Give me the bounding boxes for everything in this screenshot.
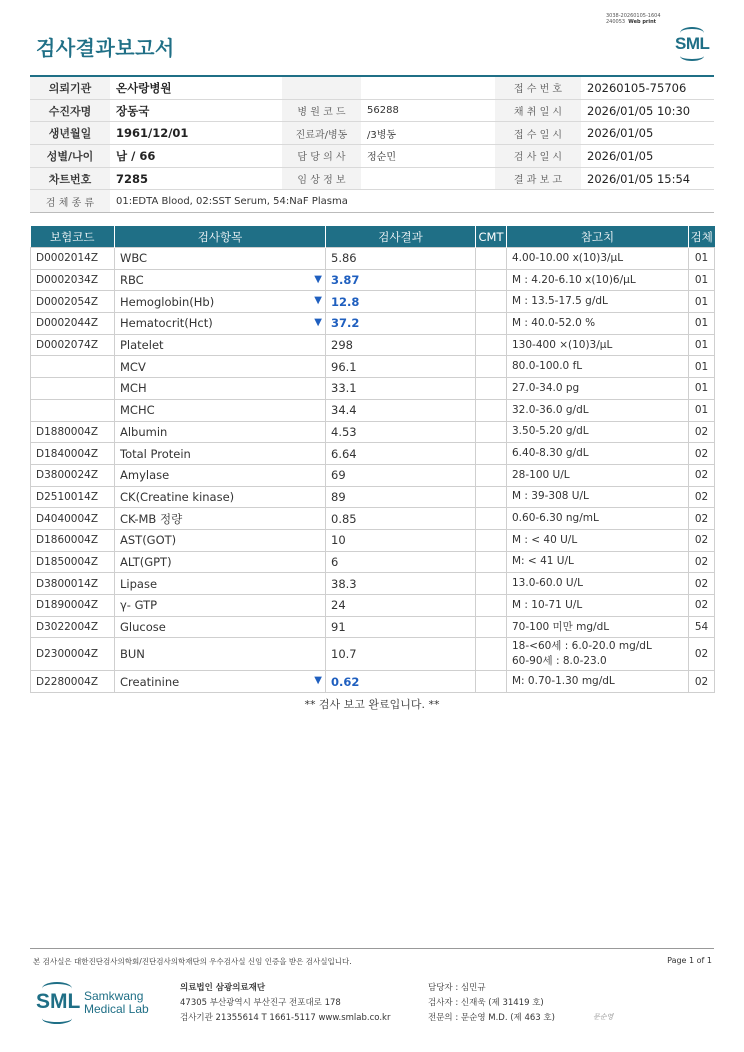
specimen-code: 54	[689, 616, 715, 638]
specimen-code: 01	[689, 399, 715, 421]
info-label: 검 사 일 시	[495, 145, 581, 168]
reference-line1: M : 40.0-52.0 %	[512, 316, 596, 329]
print-info	[606, 13, 661, 25]
table-row	[31, 671, 715, 693]
test-result: 24	[326, 595, 476, 617]
insurance-code: D0002034Z	[31, 269, 115, 291]
insurance-code: D0002014Z	[31, 248, 115, 270]
table-row	[31, 356, 715, 378]
table-row	[31, 269, 715, 291]
reference-range	[507, 486, 689, 508]
test-result: 96.1	[326, 356, 476, 378]
info-label: 접 수 일 시	[495, 122, 581, 145]
footer-logo-arc-bottom	[42, 1013, 72, 1024]
info-value	[361, 167, 495, 190]
specimen-code: 01	[689, 269, 715, 291]
cmt-cell	[476, 334, 507, 356]
reference-range	[507, 378, 689, 400]
reference-line1: 80.0-100.0 fL	[512, 360, 583, 373]
test-item-name: Hematocrit(Hct)	[120, 316, 213, 331]
cmt-cell	[476, 464, 507, 486]
cmt-cell	[476, 638, 507, 671]
specimen-code: 01	[689, 334, 715, 356]
reference-line1: M: 0.70-1.30 mg/dL	[512, 675, 615, 688]
specimen-code: 01	[689, 248, 715, 270]
test-item-name: γ- GTP	[120, 598, 158, 613]
test-item-name: ALT(GPT)	[120, 554, 172, 569]
table-row	[31, 551, 715, 573]
info-label: 결 과 보 고	[495, 167, 581, 190]
reference-line1: 70-100 미만 mg/dL	[512, 620, 610, 633]
info-row	[30, 76, 714, 99]
test-result: 6	[326, 551, 476, 573]
table-row	[31, 616, 715, 638]
insurance-code: D1880004Z	[31, 421, 115, 443]
table-row	[31, 464, 715, 486]
insurance-code: D4040004Z	[31, 508, 115, 530]
insurance-code: D2280004Z	[31, 671, 115, 693]
test-item-name: CK(Creatine kinase)	[120, 489, 235, 504]
reference-range	[507, 399, 689, 421]
cmt-cell	[476, 356, 507, 378]
footer-divider	[30, 948, 714, 949]
table-row	[31, 486, 715, 508]
cmt-cell	[476, 399, 507, 421]
reference-line1: 28-100 U/L	[512, 468, 570, 481]
test-item-name: Glucose	[120, 620, 166, 635]
specimen-code: 02	[689, 464, 715, 486]
reference-range	[507, 529, 689, 551]
reference-line1: 4.00-10.00 x(10)3/μL	[512, 251, 624, 264]
reference-range	[507, 269, 689, 291]
test-result: 33.1	[326, 378, 476, 400]
test-item	[115, 573, 326, 595]
reference-line1: 0.60-6.30 ng/mL	[512, 512, 599, 525]
info-row	[30, 145, 714, 168]
test-item	[115, 269, 326, 291]
test-item	[115, 334, 326, 356]
insurance-code	[31, 356, 115, 378]
reference-range	[507, 616, 689, 638]
cmt-cell	[476, 269, 507, 291]
test-item-name: Hemoglobin(Hb)	[120, 294, 215, 309]
results-header-cell: 검체	[689, 226, 715, 248]
print-info-line1: 3038-20260105-1604	[606, 13, 661, 19]
test-item-name: Creatinine	[120, 674, 180, 689]
test-item	[115, 313, 326, 335]
results-table	[30, 226, 715, 693]
insurance-code: D3022004Z	[31, 616, 115, 638]
logo-text: SML	[675, 34, 710, 53]
reference-line1: M : < 40 U/L	[512, 533, 578, 546]
accreditation-note: 본 검사실은 대한진단검사의학회/진단검사의학재단의 우수검사실 신임 인증을 받은 검사실입니다.	[33, 957, 352, 966]
reference-line1: M : 10-71 U/L	[512, 598, 583, 611]
info-row	[30, 167, 714, 190]
test-result: 3.87	[326, 269, 476, 291]
specimen-code: 02	[689, 551, 715, 573]
test-item-name: MCV	[120, 359, 146, 374]
reference-range	[507, 595, 689, 617]
reference-range	[507, 248, 689, 270]
test-result: 5.86	[326, 248, 476, 270]
table-row	[31, 399, 715, 421]
logo-name-line2: Medical Lab	[84, 1002, 149, 1016]
specimen-code: 02	[689, 529, 715, 551]
info-value: 2026/01/05 15:54	[581, 167, 714, 190]
info-label: 임 상 정 보	[282, 167, 361, 190]
info-label: 접 수 번 호	[495, 76, 581, 99]
test-item	[115, 638, 326, 671]
organization-info	[180, 981, 390, 1026]
reference-range	[507, 551, 689, 573]
table-row	[31, 291, 715, 313]
reference-range	[507, 573, 689, 595]
specimen-code: 02	[689, 671, 715, 693]
insurance-code: D0002074Z	[31, 334, 115, 356]
info-value: 2026/01/05	[581, 145, 714, 168]
test-item-name: RBC	[120, 273, 144, 288]
test-item-name: Amylase	[120, 468, 170, 483]
footer-logo-sml: SML	[36, 990, 81, 1013]
table-row	[31, 595, 715, 617]
info-value: 20260105-75706	[581, 76, 714, 99]
cmt-cell	[476, 291, 507, 313]
insurance-code: D1860004Z	[31, 529, 115, 551]
info-value	[361, 76, 495, 99]
info-label: 병 원 코 드	[282, 99, 361, 122]
test-item	[115, 399, 326, 421]
info-label: 진료과/병동	[282, 122, 361, 145]
insurance-code: D1840004Z	[31, 443, 115, 465]
print-info-mode: Web print	[628, 19, 657, 25]
specimen-code: 01	[689, 291, 715, 313]
specimen-code: 02	[689, 508, 715, 530]
org-address: 47305 부산광역시 부산진구 전포대로 178	[180, 998, 341, 1008]
page-title: 검사결과보고서	[36, 36, 175, 60]
insurance-code: D2510014Z	[31, 486, 115, 508]
logo-name-line1: Samkwang	[84, 989, 144, 1003]
table-row	[31, 508, 715, 530]
test-result: 38.3	[326, 573, 476, 595]
info-label: 채 취 일 시	[495, 99, 581, 122]
cmt-cell	[476, 595, 507, 617]
info-value: 2026/01/05 10:30	[581, 99, 714, 122]
org-contact: 검사기관 21355614 T 1661-5117 www.smlab.co.kr	[180, 1013, 391, 1023]
table-row	[31, 248, 715, 270]
reference-range	[507, 334, 689, 356]
cmt-cell	[476, 508, 507, 530]
reference-line1: M: < 41 U/L	[512, 555, 574, 568]
cmt-cell	[476, 573, 507, 595]
results-header-row	[31, 226, 715, 248]
reference-range	[507, 464, 689, 486]
insurance-code: D3800014Z	[31, 573, 115, 595]
insurance-code: D3800024Z	[31, 464, 115, 486]
logo-arc-bottom	[680, 51, 704, 61]
info-label: 생년월일	[30, 122, 110, 145]
insurance-code	[31, 399, 115, 421]
test-item-name: AST(GOT)	[120, 533, 177, 548]
cmt-cell	[476, 616, 507, 638]
specimen-code: 01	[689, 378, 715, 400]
cmt-cell	[476, 486, 507, 508]
test-result: 4.53	[326, 421, 476, 443]
specimen-code: 02	[689, 595, 715, 617]
reference-range	[507, 356, 689, 378]
cmt-cell	[476, 378, 507, 400]
reference-line1: 3.50-5.20 g/dL	[512, 425, 589, 438]
test-result: 91	[326, 616, 476, 638]
specimen-value: 01:EDTA Blood, 02:SST Serum, 54:NaF Plasma	[110, 190, 714, 213]
footer-logo	[36, 980, 166, 1026]
insurance-code: D0002044Z	[31, 313, 115, 335]
results-header-cell: 참고치	[507, 226, 689, 248]
test-item-name: Lipase	[120, 576, 158, 591]
test-result: 6.64	[326, 443, 476, 465]
info-value: 2026/01/05	[581, 122, 714, 145]
reference-line2: 60-90세 : 8.0-23.0	[512, 655, 607, 668]
test-item	[115, 595, 326, 617]
info-value: 온사랑병원	[110, 76, 282, 99]
cmt-cell	[476, 551, 507, 573]
info-label: 차트번호	[30, 167, 110, 190]
info-row	[30, 99, 714, 122]
staff-specialist: 전문의 : 문순영 M.D. (제 463 호)	[428, 1013, 555, 1023]
reference-range	[507, 291, 689, 313]
test-item	[115, 671, 326, 693]
table-row	[31, 638, 715, 671]
reference-line1: 18-<60세 : 6.0-20.0 mg/dL	[512, 640, 652, 653]
info-value: 남 / 66	[110, 145, 282, 168]
table-row	[31, 443, 715, 465]
cmt-cell	[476, 529, 507, 551]
test-item-name: MCH	[120, 381, 147, 396]
table-row	[31, 529, 715, 551]
test-result: 12.8	[326, 291, 476, 313]
table-row	[31, 421, 715, 443]
footer-logo-name	[84, 990, 149, 1016]
low-flag-icon: ▼	[314, 675, 322, 687]
test-item-name: MCHC	[120, 403, 155, 418]
staff-info	[428, 981, 555, 1026]
specimen-code: 02	[689, 638, 715, 671]
info-label: 담 당 의 사	[282, 145, 361, 168]
low-flag-icon: ▼	[314, 273, 322, 285]
test-item	[115, 356, 326, 378]
patient-info-table	[30, 75, 714, 213]
table-row	[31, 334, 715, 356]
specimen-code: 02	[689, 486, 715, 508]
test-item-name: Albumin	[120, 424, 168, 439]
results-header-cell: 보험코드	[31, 226, 115, 248]
test-item	[115, 421, 326, 443]
report-complete-text: ** 검사 보고 완료입니다. **	[304, 698, 440, 711]
reference-line1: 32.0-36.0 g/dL	[512, 403, 589, 416]
test-item	[115, 443, 326, 465]
test-item	[115, 486, 326, 508]
low-flag-icon: ▼	[314, 295, 322, 307]
reference-range	[507, 421, 689, 443]
low-flag-icon: ▼	[314, 317, 322, 329]
results-header-cell: CMT	[476, 226, 507, 248]
reference-line1: 6.40-8.30 g/dL	[512, 447, 589, 460]
info-label: 성별/나이	[30, 145, 110, 168]
test-item	[115, 616, 326, 638]
test-item	[115, 248, 326, 270]
sml-logo	[672, 26, 714, 62]
reference-range	[507, 671, 689, 693]
specimen-label: 검 체 종 류	[30, 190, 110, 213]
test-item-name: CK-MB 정량	[120, 511, 183, 526]
table-row	[31, 313, 715, 335]
test-item	[115, 551, 326, 573]
reference-line1: M : 4.20-6.10 x(10)6/μL	[512, 273, 636, 286]
insurance-code	[31, 378, 115, 400]
specimen-code: 01	[689, 356, 715, 378]
test-item	[115, 291, 326, 313]
specimen-code: 02	[689, 443, 715, 465]
test-item-name: Platelet	[120, 338, 164, 353]
test-result: 298	[326, 334, 476, 356]
page-number: Page 1 of 1	[667, 956, 712, 965]
info-value: 56288	[361, 99, 495, 122]
test-result: 10.7	[326, 638, 476, 671]
cmt-cell	[476, 421, 507, 443]
cmt-cell	[476, 248, 507, 270]
reference-range	[507, 638, 689, 671]
print-info-id: 240053	[606, 19, 626, 25]
results-header-cell: 검사결과	[326, 226, 476, 248]
info-value: 정순민	[361, 145, 495, 168]
reference-line1: 27.0-34.0 pg	[512, 381, 580, 394]
info-row	[30, 122, 714, 145]
reference-line1: M : 13.5-17.5 g/dL	[512, 295, 608, 308]
reference-line1: 130-400 ×(10)3/μL	[512, 338, 613, 351]
staff-examiner: 검사자 : 신재욱 (제 31419 호)	[428, 998, 544, 1008]
print-info-line2	[606, 19, 661, 25]
insurance-code: D0002054Z	[31, 291, 115, 313]
test-item-name: WBC	[120, 251, 148, 266]
org-name: 의료법인 삼광의료재단	[180, 983, 266, 993]
info-value: 장동국	[110, 99, 282, 122]
test-result: 0.85	[326, 508, 476, 530]
reference-range	[507, 313, 689, 335]
reference-range	[507, 508, 689, 530]
cmt-cell	[476, 443, 507, 465]
specimen-code: 01	[689, 313, 715, 335]
insurance-code: D2300004Z	[31, 638, 115, 671]
test-result: 37.2	[326, 313, 476, 335]
info-label: 수진자명	[30, 99, 110, 122]
cmt-cell	[476, 313, 507, 335]
specimen-row	[30, 190, 714, 213]
test-result: 0.62	[326, 671, 476, 693]
test-result: 89	[326, 486, 476, 508]
test-item	[115, 378, 326, 400]
staff-manager: 담당자 : 심민규	[428, 983, 486, 993]
reference-range	[507, 443, 689, 465]
test-item	[115, 464, 326, 486]
cmt-cell	[476, 671, 507, 693]
info-label: 의뢰기관	[30, 76, 110, 99]
table-row	[31, 378, 715, 400]
insurance-code: D1850004Z	[31, 551, 115, 573]
info-value: 7285	[110, 167, 282, 190]
test-result: 10	[326, 529, 476, 551]
results-header-cell: 검사항목	[115, 226, 326, 248]
specimen-code: 02	[689, 421, 715, 443]
test-result: 34.4	[326, 399, 476, 421]
insurance-code: D1890004Z	[31, 595, 115, 617]
reference-line1: 13.0-60.0 U/L	[512, 577, 583, 590]
test-item	[115, 529, 326, 551]
table-row	[31, 573, 715, 595]
signature: 문순영	[593, 1013, 614, 1021]
info-value: /3병동	[361, 122, 495, 145]
specimen-code: 02	[689, 573, 715, 595]
test-result: 69	[326, 464, 476, 486]
info-value: 1961/12/01	[110, 122, 282, 145]
reference-line1: M : 39-308 U/L	[512, 490, 589, 503]
test-item-name: Total Protein	[120, 446, 191, 461]
test-item	[115, 508, 326, 530]
test-item-name: BUN	[120, 647, 145, 662]
info-label	[282, 76, 361, 99]
